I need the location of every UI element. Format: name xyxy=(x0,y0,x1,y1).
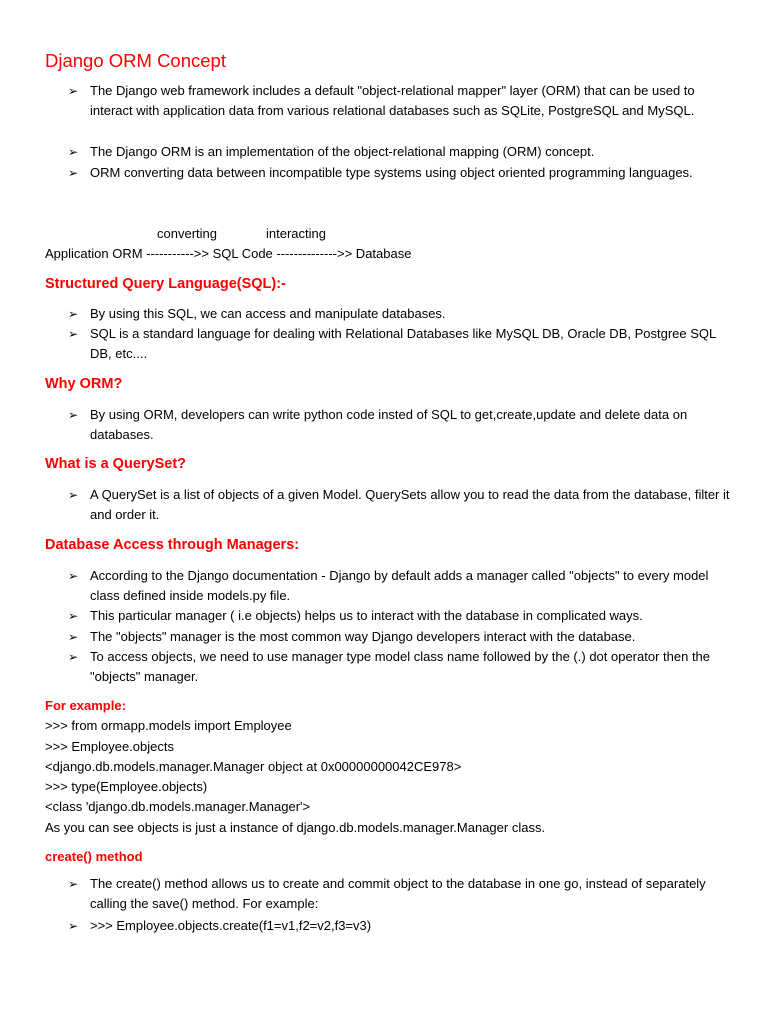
example-line: >>> from ormapp.models import Employee xyxy=(45,718,292,733)
bullet-glyph: ➢ xyxy=(68,919,79,933)
flow-label-converting: converting xyxy=(157,226,217,241)
section-heading-why-orm: Why ORM? xyxy=(45,376,123,392)
section-heading-queryset: What is a QuerySet? xyxy=(45,456,187,472)
list-item: >>> Employee.objects.create(f1=v1,f2=v2,f3=v3) xyxy=(90,918,372,933)
bullet-glyph: ➢ xyxy=(68,650,79,664)
example-line: >>> type(Employee.objects) xyxy=(45,779,208,794)
list-item: The create() method allows us to create and commit object to the database in one go, instead of separately calling the save() method. For example: xyxy=(90,876,706,911)
list-item: By using this SQL, we can access and manipulate databases. xyxy=(90,306,446,321)
list-item: A QuerySet is a list of objects of a given Model. QuerySets allow you to read the data from the database, filter it and order it. xyxy=(90,487,730,522)
bullet-glyph: ➢ xyxy=(68,488,79,502)
bullet-glyph: ➢ xyxy=(68,145,79,159)
bullet-glyph: ➢ xyxy=(68,327,79,341)
bullet-glyph: ➢ xyxy=(68,166,79,180)
list-item: ORM converting data between incompatible type systems using object oriented programming languages. xyxy=(90,165,693,180)
bullet-glyph: ➢ xyxy=(68,877,79,891)
page-title: Django ORM Concept xyxy=(45,50,226,71)
list-item: SQL is a standard language for dealing with Relational Databases like MySQL DB, Oracle DB, Postgree SQL DB, etc.... xyxy=(90,326,716,361)
flow-label-interacting: interacting xyxy=(266,226,326,241)
list-item: According to the Django documentation - Django by default adds a manager called "objects" to every model class defined inside models.py file. xyxy=(90,568,709,603)
list-item: The Django ORM is an implementation of the object-relational mapping (ORM) concept. xyxy=(90,144,595,159)
list-item: The Django web framework includes a default "object-relational mapper" layer (ORM) that can be used to interact with application data from various relational databases such as SQLite, PostgreSQL and MySQL. xyxy=(90,83,695,118)
example-line: As you can see objects is just a instance of django.db.models.manager.Manager class. xyxy=(45,820,546,835)
section-heading-managers: Database Access through Managers: xyxy=(45,537,300,553)
example-line: <django.db.models.manager.Manager object at 0x00000000042CE978> xyxy=(45,759,462,774)
bullet-glyph: ➢ xyxy=(68,307,79,321)
example-line: <class 'django.db.models.manager.Manager'> xyxy=(45,799,311,814)
list-item: The "objects" manager is the most common way Django developers interact with the database. xyxy=(90,629,636,644)
bullet-glyph: ➢ xyxy=(68,408,79,422)
example-line: >>> Employee.objects xyxy=(45,739,174,754)
list-item: By using ORM, developers can write python code insted of SQL to get,create,update and delete data on databases. xyxy=(90,407,688,442)
bullet-glyph: ➢ xyxy=(68,84,79,98)
bullet-glyph: ➢ xyxy=(68,609,79,623)
list-item: This particular manager ( i.e objects) helps us to interact with the database in complicated ways. xyxy=(90,608,643,623)
bullet-glyph: ➢ xyxy=(68,630,79,644)
example-heading: For example: xyxy=(45,698,126,713)
flow-line: Application ORM ----------->> SQL Code -------------->> Database xyxy=(45,246,412,261)
create-method-heading: create() method xyxy=(45,849,143,864)
bullet-glyph: ➢ xyxy=(68,569,79,583)
section-heading-sql: Structured Query Language(SQL):- xyxy=(45,276,286,292)
list-item: To access objects, we need to use manager type model class name followed by the (.) dot operator then the "objects" manager. xyxy=(90,649,711,684)
